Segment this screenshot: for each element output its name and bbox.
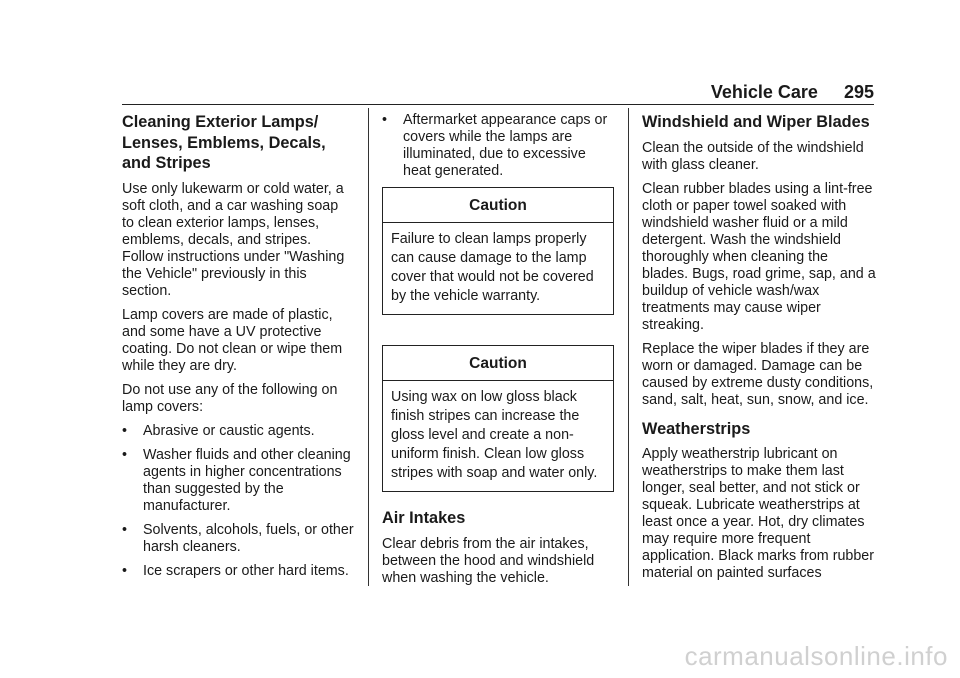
section-heading-weatherstrips: Weatherstrips — [642, 419, 751, 438]
paragraph: Lamp covers are made of plastic, and some have a UV protective coating. Do not clean or wipe them while they are dry. — [122, 306, 343, 374]
section-heading-lamps: Cleaning Exterior Lamps/ Lenses, Emblems, Decals, and Stripes — [122, 113, 326, 172]
watermark: carmanualsonline.info — [684, 641, 948, 671]
paragraph: Replace the wiper blades if they are worn or damaged. Damage can be caused by extreme dusty conditions, sand, salt, heat, sun, snow, and ice. — [642, 340, 874, 408]
column-1 — [122, 112, 354, 587]
section-heading-air-intakes: Air Intakes — [382, 509, 466, 527]
list-item-text: Abrasive or caustic agents. — [143, 422, 315, 439]
list-item-text: Aftermarket appearance caps or covers while the lamps are illuminated, due to excessive heat generated. — [403, 112, 608, 179]
bullet-icon: • — [122, 422, 128, 439]
paragraph: Use only lukewarm or cold water, a soft cloth, and a car washing soap to clean exterior lamps, lenses, emblems, decals, and stripes. Follow instructions under "Washing the Vehicle" previously in this section. — [122, 180, 345, 299]
caution-body: Using wax on low gloss black finish stripes can increase the gloss level and create a non-uniform finish. Clean low gloss stripes with soap and water only. — [391, 389, 598, 481]
list-item-text: Washer fluids and other cleaning agents in higher concentrations than suggested by the manufacturer. — [143, 446, 351, 514]
caution-box — [382, 345, 614, 492]
column-2 — [382, 112, 614, 594]
caution-body: Failure to clean lamps properly can cause damage to the lamp cover that would not be covered by the vehicle warranty. — [391, 231, 594, 304]
list-item — [382, 112, 614, 180]
paragraph: Clean the outside of the windshield with glass cleaner. — [642, 139, 864, 173]
paragraph: Clean rubber blades using a lint-free cloth or paper towel soaked with windshield washer fluid or a mild detergent. Wash the windshield thoroughly when cleaning the blades. Bugs, road grime, sap, and a buildup of vehicle wash/wax treatments may cause wiper streaking. — [642, 180, 876, 333]
bullet-icon: • — [122, 446, 128, 463]
paragraph: Apply weatherstrip lubricant on weatherstrips to make them last longer, seal better, and not stick or squeak. Lubricate weatherstrips at least once a year. Hot, dry climates may require more frequent application. Black marks from rubber material on painted surfaces — [642, 446, 875, 581]
column-divider-2 — [628, 108, 629, 586]
page-header — [711, 82, 874, 103]
list-item — [122, 563, 354, 580]
list-item-text: Solvents, alcohols, fuels, or other harsh cleaners. — [143, 521, 354, 555]
paragraph: Do not use any of the following on lamp covers: — [122, 381, 338, 415]
paragraph: Clear debris from the air intakes, between the hood and windshield when washing the vehicle. — [382, 535, 595, 586]
list-item — [122, 447, 354, 515]
page-number: 295 — [843, 82, 874, 102]
list-item-text: Ice scrapers or other hard items. — [143, 562, 349, 579]
caution-title: Caution — [383, 188, 613, 223]
section-heading-wiper-blades: Windshield and Wiper Blades — [642, 113, 870, 131]
bullet-icon: • — [382, 112, 388, 128]
list-item — [122, 423, 354, 440]
column-divider-1 — [368, 108, 369, 586]
header-rule — [122, 104, 874, 105]
column-3 — [642, 112, 878, 589]
bullet-icon: • — [122, 562, 128, 579]
caution-box — [382, 187, 614, 315]
caution-title: Caution — [383, 346, 613, 381]
bullet-icon: • — [122, 521, 128, 538]
list-item — [122, 522, 354, 556]
section-title: Vehicle Care — [710, 82, 818, 102]
